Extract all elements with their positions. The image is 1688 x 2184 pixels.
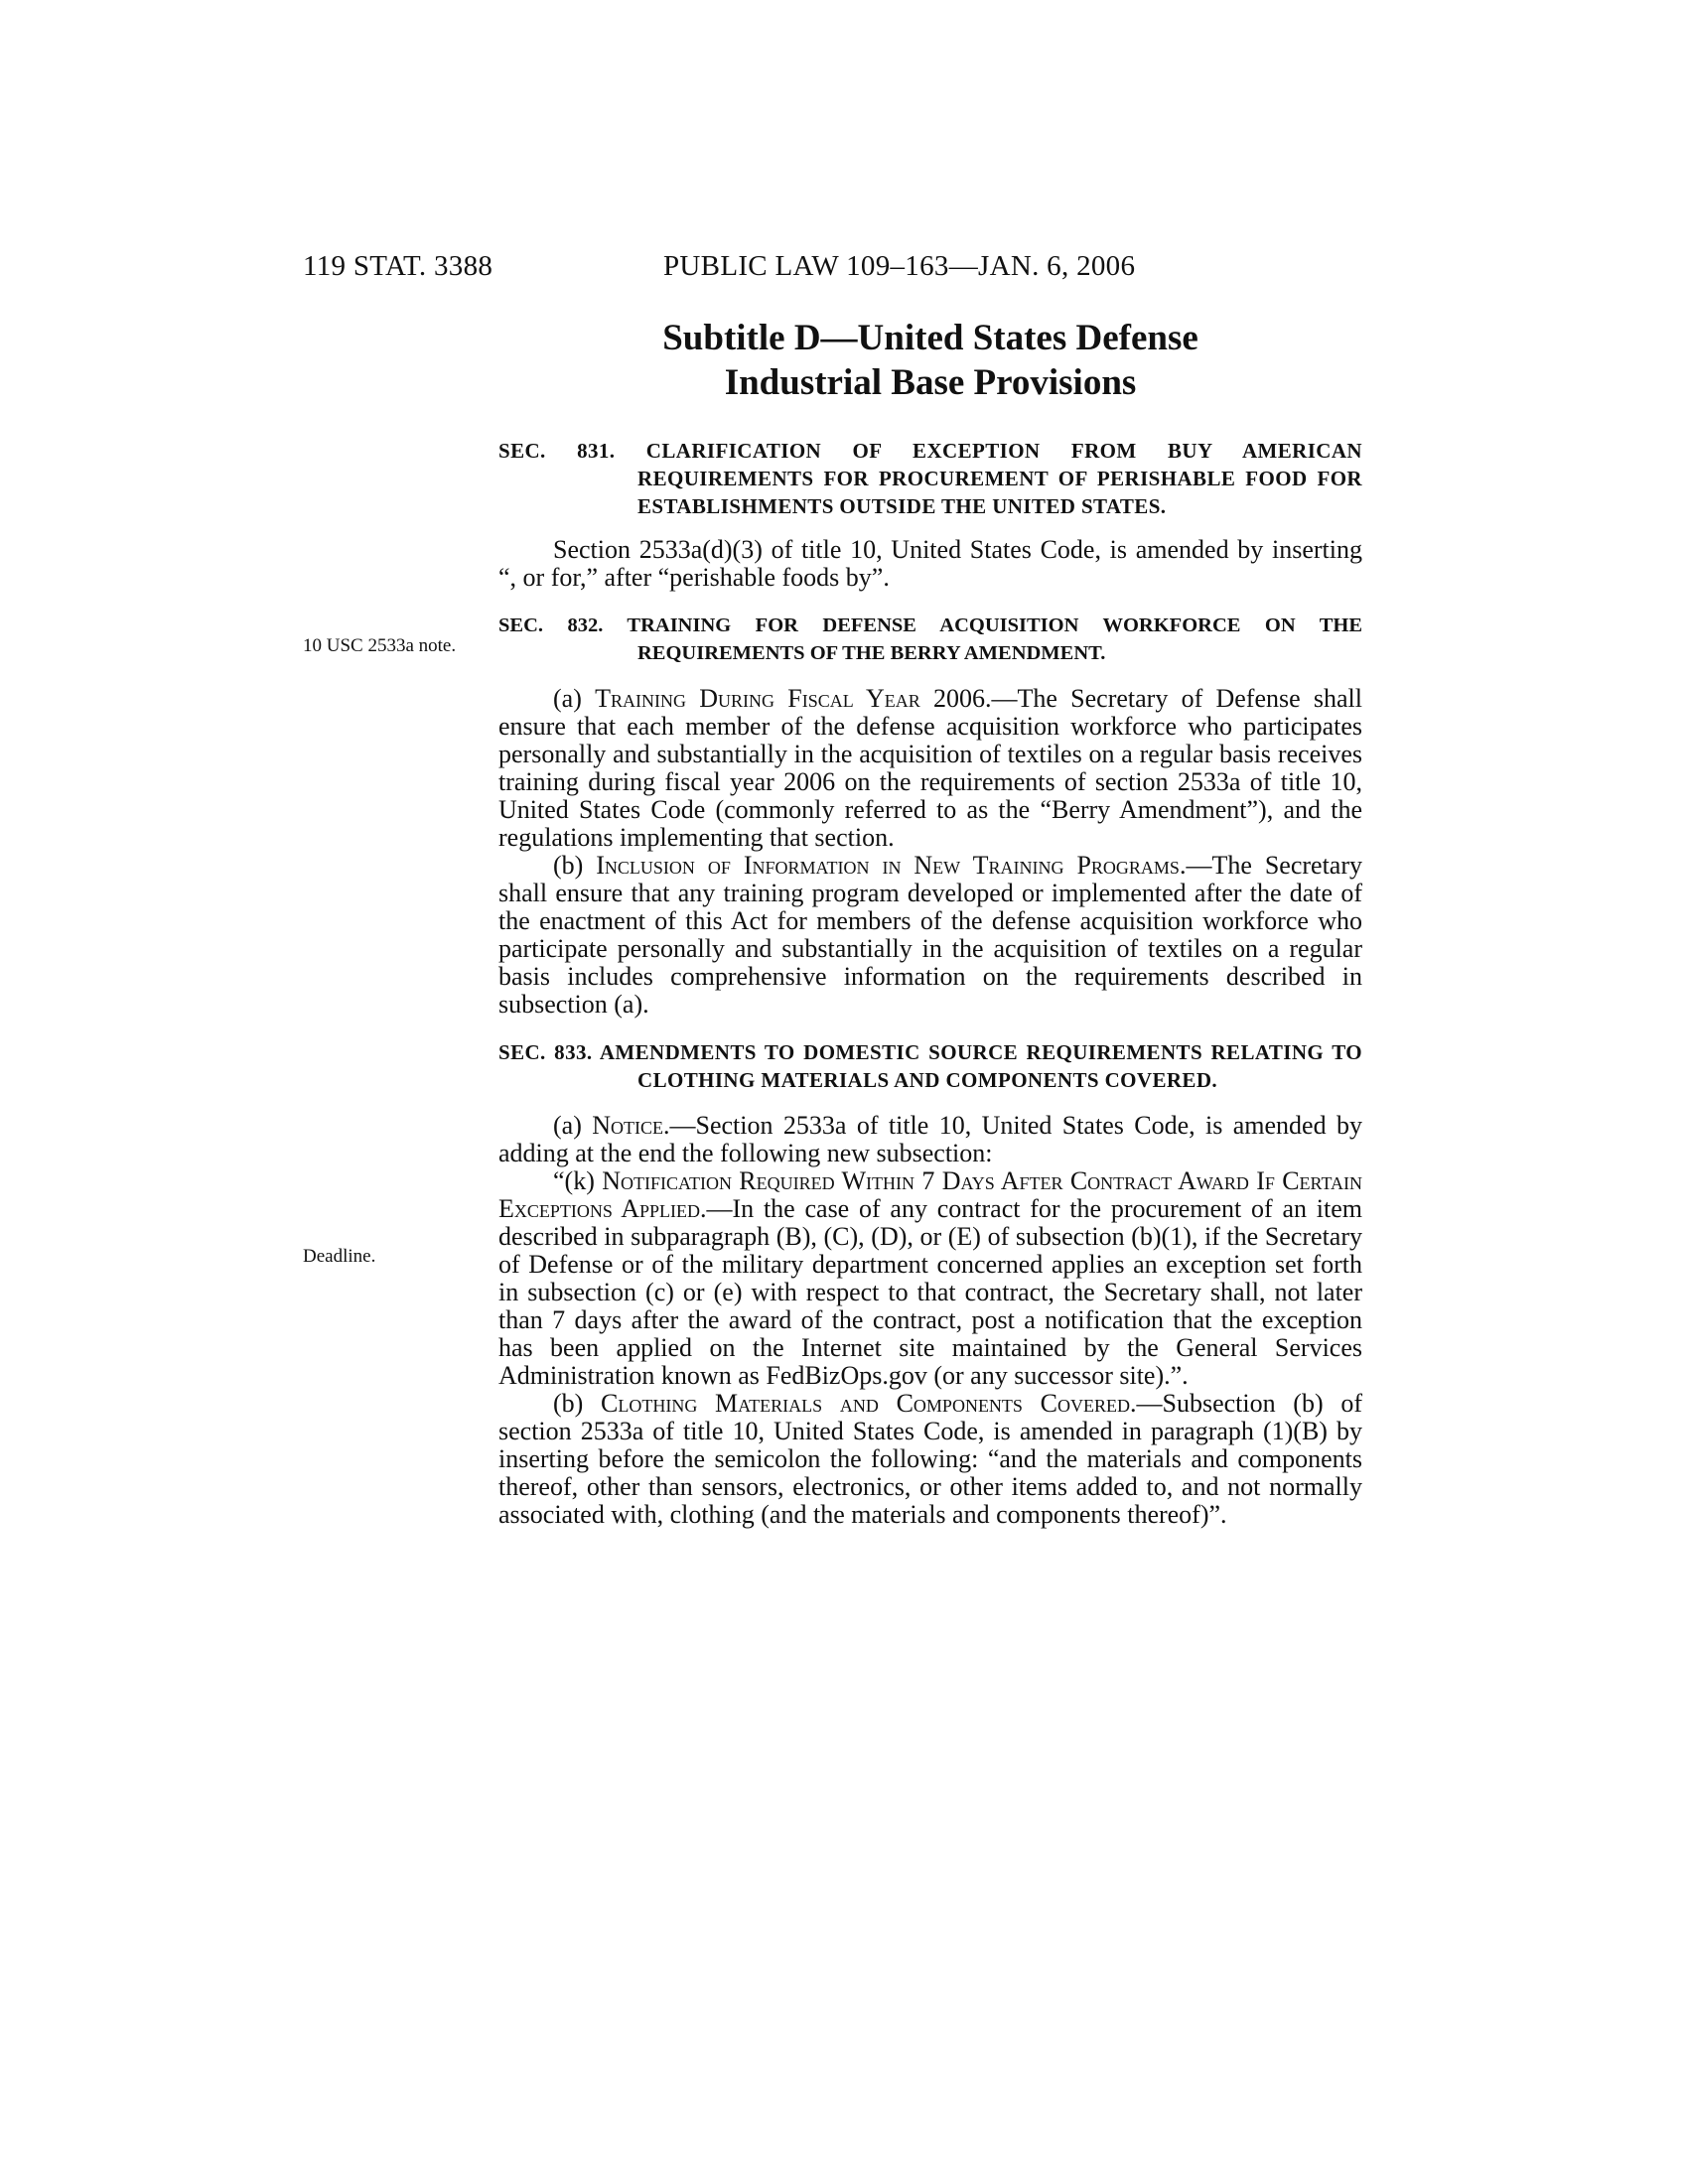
para-caption: Training During Fiscal Year 2006.	[595, 684, 992, 713]
section-831-body: Section 2533a(d)(3) of title 10, United States Code, is amended by inserting “, or for,” after “perishable foods by”.	[498, 535, 1362, 592]
para-text: —In the case of any contract for the procurement of an item described in subparagraph (B), (C), (D), or (E) of subsection (b)(1), if the Secretary of Defense or of the military department concerned applies an exception set forth in subsection (c) or (e) with respect to that contract, the Secretary shall, not later than 7 days after the award of the contract, post a notification that the exception has been applied on the Internet site maintained by the General Services Administration known as FedBizOps.gov (or any successor site).”.	[498, 1194, 1362, 1390]
stat-page-number: 119 STAT. 3388	[303, 250, 493, 282]
para-label: (b)	[553, 851, 597, 880]
para-label: (a)	[553, 684, 596, 713]
margin-note-usc: 10 USC 2533a note.	[303, 635, 457, 656]
section-832-heading: SEC. 832. TRAINING FOR DEFENSE ACQUISITION WORKFORCE ON THE REQUIREMENTS OF THE BERRY AMENDMENT.	[498, 614, 1362, 664]
para-caption: Notice.	[592, 1111, 670, 1140]
public-law-header: PUBLIC LAW 109–163—JAN. 6, 2006	[663, 250, 1136, 282]
para-caption: Clothing Materials and Components Covered.	[601, 1389, 1137, 1418]
section-833-subsection-k	[498, 1167, 1362, 1390]
para-text: —Section 2533a of title 10, United States Code, is amended by adding at the end the following new subsection:	[498, 1111, 1362, 1167]
section-833-para-b	[498, 1390, 1362, 1529]
para-text: —Subsection (b) of section 2533a of title 10, United States Code, is amended in paragraph (1)(B) by inserting before the semicolon the following: “and the materials and components thereof, other than sensors, electronics, or other items added to, and not normally associated with, clothing (and the materials and components thereof)”.	[498, 1389, 1362, 1529]
para-text: —The Secretary of Defense shall ensure that each member of the defense acquisition workforce who participates personally and substantially in the acquisition of textiles on a regular basis receives training during fiscal year 2006 on the requirements of section 2533a of title 10, United States Code (commonly referred to as the “Berry Amendment”), and the regulations implementing that section.	[498, 684, 1363, 852]
section-833-para-a	[498, 1112, 1362, 1167]
para-label: “(k)	[553, 1166, 603, 1195]
subtitle-line-2: Industrial Base Provisions	[724, 362, 1137, 403]
para-label: (b)	[553, 1389, 602, 1418]
para-caption: Inclusion of Information in New Training Programs.	[596, 851, 1187, 880]
margin-note-deadline: Deadline.	[303, 1246, 376, 1267]
document-body	[498, 437, 1362, 1529]
subtitle-line-1: Subtitle D—United States Defense	[662, 318, 1198, 358]
para-caption: Notification Required Within 7 Days After Contract Award If Certain Exceptions Applied.	[498, 1166, 1362, 1223]
subtitle-heading	[498, 316, 1362, 405]
section-833-heading: SEC. 833. AMENDMENTS TO DOMESTIC SOURCE REQUIREMENTS RELATING TO CLOTHING MATERIALS AND COMPONENTS COVERED.	[498, 1040, 1362, 1092]
section-832-para-b	[498, 852, 1362, 1019]
para-label: (a)	[553, 1111, 593, 1140]
para-text: —The Secretary shall ensure that any training program developed or implemented after the date of the enactment of this Act for members of the defense acquisition workforce who participate personally and substantially in the acquisition of textiles on a regular basis includes comprehensive information on the requirements described in subsection (a).	[498, 851, 1362, 1019]
section-831-heading: SEC. 831. CLARIFICATION OF EXCEPTION FROM BUY AMERICAN REQUIREMENTS FOR PROCUREMENT OF PERISHABLE FOOD FOR ESTABLISHMENTS OUTSIDE THE UNITED STATES.	[498, 439, 1362, 518]
section-832-para-a	[498, 685, 1362, 852]
